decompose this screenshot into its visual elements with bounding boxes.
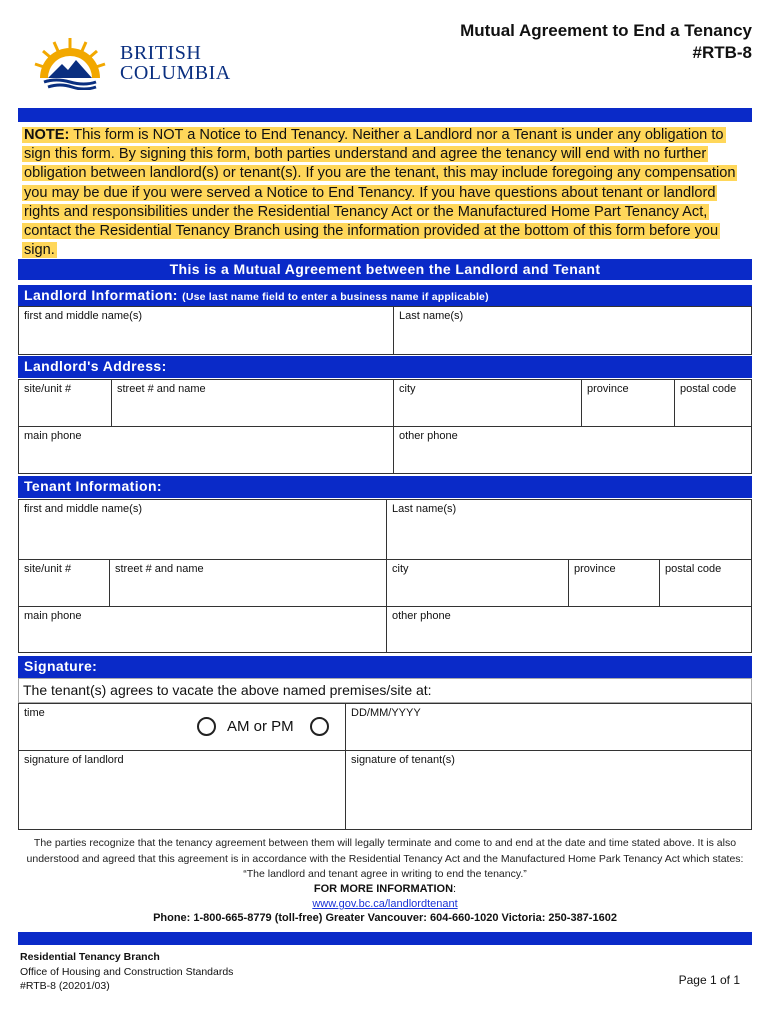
form-title [460,20,752,64]
logo-line-2: COLUMBIA [120,62,231,84]
note-text: This form is NOT a Notice to End Tenancy. Neither a Landlord nor a Tenant is under any obligation to sign this form. By signing this form, both parties understand and agree the tenancy will end with no further obligation between landlord(s) or tenant(s). If you are the tenant, this may include foregoing any compensation you may be due if you were served a Notice to End Tenancy. If you have questions about tenant or landlord rights and responsibilities under the Residential Tenancy Act or the Manufactured Home Part Tenancy Act, contact the Residential Tenancy Branch using the information provided at the bottom of this form before you sign. [24,127,736,259]
more-info-colon: : [453,883,457,895]
field-label: street # and name [115,563,204,575]
tenant-last-name-field[interactable] [386,499,752,560]
field-label: Last name(s) [392,503,457,515]
tenant-info-heading: Tenant Information: [24,478,162,494]
field-label: Last name(s) [399,310,464,322]
field-label: signature of tenant(s) [351,754,455,766]
vacate-statement [18,678,752,703]
logo-line-1: BRITISH [120,42,202,64]
tenant-city-field[interactable] [386,559,569,607]
note-paragraph [22,126,752,260]
field-label: site/unit # [24,563,72,575]
field-label: signature of landlord [24,754,124,766]
tenant-signature-field[interactable] [345,750,752,830]
landlord-site-unit-field[interactable] [18,379,112,427]
landlord-signature-field[interactable] [18,750,346,830]
field-label: main phone [24,610,82,622]
field-label: street # and name [117,383,206,395]
field-label: other phone [392,610,451,622]
field-label: first and middle name(s) [24,310,142,322]
date-field[interactable] [345,703,752,751]
tenant-postal-code-field[interactable] [659,559,752,607]
note-label: NOTE: [24,127,70,143]
landlord-last-name-field[interactable] [393,306,752,355]
landlord-info-note: (Use last name field to enter a business name if applicable) [182,291,489,303]
field-label: city [392,563,409,575]
more-info-heading [0,883,770,895]
field-label: first and middle name(s) [24,503,142,515]
agreement-bar: This is a Mutual Agreement between the Landlord and Tenant [18,259,752,280]
page-number: Page 1 of 1 [678,973,740,987]
tenant-info-header [18,476,752,498]
bottom-bar [18,932,752,945]
tenant-other-phone-field[interactable] [386,606,752,653]
field-label: site/unit # [24,383,72,395]
bc-sun-mountain-icon [26,34,112,90]
pm-radio[interactable] [310,717,329,736]
tenant-main-phone-field[interactable] [18,606,387,653]
tenant-street-field[interactable] [109,559,387,607]
landlord-info-header [18,285,752,306]
landlord-info-heading: Landlord Information: [24,287,178,303]
landlord-address-header [18,356,752,378]
field-label: province [587,383,629,395]
am-radio[interactable] [197,717,216,736]
field-label: time [24,707,45,719]
rtb-website-link[interactable]: www.gov.bc.ca/landlordtenant [312,898,458,910]
tenant-province-field[interactable] [568,559,660,607]
landlord-city-field[interactable] [393,379,582,427]
form-number: #RTB-8 [692,43,752,62]
signature-heading: Signature: [24,658,98,674]
field-label: city [399,383,416,395]
landlord-address-heading: Landlord's Address: [24,358,167,374]
footer-office: Office of Housing and Construction Standards [20,966,234,978]
landlord-province-field[interactable] [581,379,675,427]
legal-paragraph: The parties recognize that the tenancy agreement between them will legally terminate and come to and end at the date and time stated above. It is also understood and agreed that this agreement is in accordance with the Residential Tenancy Act and the Manufactured Home Park Tenancy Act which states: “The landlord and tenant agree in writing to end the tenancy.” [26,837,744,880]
top-bar [18,108,752,122]
tenant-first-name-field[interactable] [18,499,387,560]
footer-branch: Residential Tenancy Branch [20,951,160,963]
landlord-street-field[interactable] [111,379,394,427]
field-label: other phone [399,430,458,442]
tenant-site-unit-field[interactable] [18,559,110,607]
contact-phones: Phone: 1-800-665-8779 (toll-free) Greater Vancouver: 604-660-1020 Victoria: 250-387-1602 [153,912,617,924]
vacate-statement-text: The tenant(s) agrees to vacate the above named premises/site at: [23,682,432,698]
time-field[interactable] [18,703,346,751]
landlord-postal-code-field[interactable] [674,379,752,427]
field-label: province [574,563,616,575]
landlord-other-phone-field[interactable] [393,426,752,474]
field-label: postal code [680,383,737,395]
bc-logo [26,34,236,90]
landlord-first-name-field[interactable] [18,306,394,355]
signature-header [18,656,752,678]
field-label: main phone [24,430,82,442]
field-label: postal code [665,563,722,575]
more-info-label: FOR MORE INFORMATION [313,883,454,895]
footer-form-code: #RTB-8 (20201/03) [20,980,110,992]
landlord-main-phone-field[interactable] [18,426,394,474]
field-label: DD/MM/YYYY [351,707,421,719]
am-pm-label: AM or PM [227,718,294,735]
form-title-text: Mutual Agreement to End a Tenancy [460,21,752,40]
